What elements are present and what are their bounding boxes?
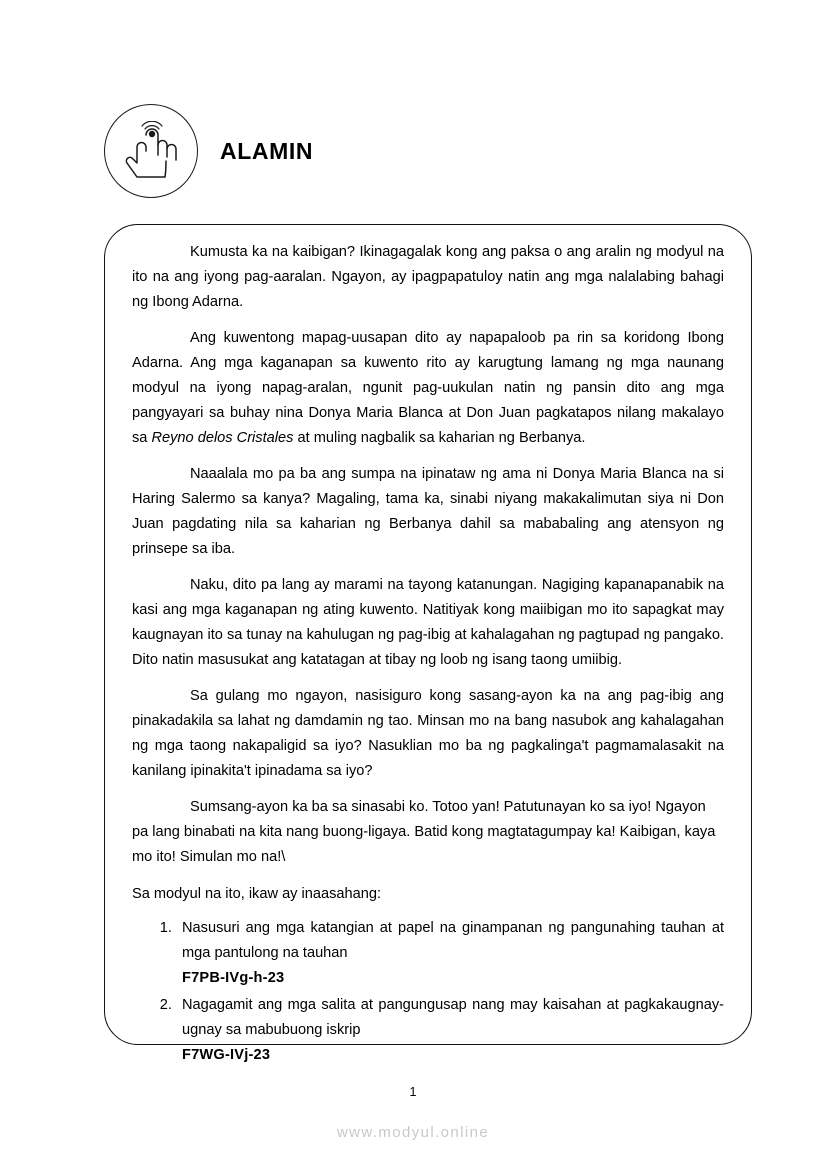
paragraph-2-part-b: at muling nagbalik sa kaharian ng Berbanya. — [293, 430, 586, 446]
paragraph-4: Naku, dito pa lang ay marami na tayong katanungan. Nagiging kapanapanabik na kasi ang mga kaganapan ng ating kuwento. Natitiyak kong maiibigan mo ito sapagkat may kaugnayan ito sa tunay na kahulugan ng pag-ibig at kahalagahan ng pagtupad ng pangako. Dito natin masusukat ang katatagan at tibay ng loob ng isang taong umiibig. — [132, 577, 724, 668]
objective-text: Nasusuri ang mga katangian at papel na ginampanan ng pangunahing tauhan at mga pantulong na tauhan — [182, 920, 724, 961]
paragraph-5: Sa gulang mo ngayon, nasisiguro kong sasang-ayon ka na ang pag-ibig ang pinakadakila sa lahat ng damdamin ng tao. Minsan mo na bang nasubok ang kahalagahan ng mga taong nakapaligid sa iyo? Nasuklian mo ba ng pagkalinga't pagmamalasakit na kanilang ipinakita't ipinadama sa iyo? — [132, 688, 724, 779]
objective-code: F7PB-IVg-h-23 — [182, 970, 285, 986]
page-number: 1 — [409, 1085, 417, 1099]
watermark: www.modyul.online — [336, 1124, 490, 1141]
paragraph-1: Kumusta ka na kaibigan? Ikinagagalak kong ang paksa o ang aralin ng modyul na ito na ang iyong pag-aaralan. Ngayon, ay ipagpapatuloy natin ang mga nalalabing bahagi ng Ibong Adarna. — [132, 244, 724, 310]
content-panel — [104, 224, 752, 1063]
objective-code: F7WG-IVj-23 — [182, 1047, 271, 1063]
paragraph-2 — [132, 326, 724, 451]
page-title: ALAMIN — [220, 137, 314, 164]
objectives-lead-in: Sa modyul na ito, ikaw ay inaasahang: — [132, 886, 382, 902]
italic-title: Reyno delos Cristales — [151, 430, 294, 446]
paragraph-6: Sumsang-ayon ka ba sa sinasabi ko. Totoo yan! Patutunayan ko sa iyo! Ngayon pa lang binabati na kita nang buong-ligaya. Batid kong magtatagumpay ka! Kaibigan, kaya mo ito! Simulan mo na!\ — [132, 799, 716, 865]
paragraph-2-part-a: Ang kuwentong mapag-uusapan dito ay napapaloob pa rin sa koridong Ibong Adarna. Ang mga kaganapan sa kuwento rito ay karugtung lamang ng mga naunang modyul na iyong napag-aralan, ngunit pag-uukulan natin ng pansin dito ang mga pangyayari sa buhay nina Donya Maria Blanca at Don Juan pagkatapos nilang makalayo sa — [132, 330, 724, 446]
content-body — [132, 240, 724, 1070]
objective-text: Nagagamit ang mga salita at pangungusap nang may kaisahan at pagkakaugnay-ugnay sa mabubuong iskrip — [182, 997, 724, 1038]
list-item — [176, 993, 724, 1068]
paragraph-3: Naaalala mo pa ba ang sumpa na ipinataw ng ama ni Donya Maria Blanca na si Haring Salermo sa kanya? Magaling, tama ka, sinabi niyang makakalimutan siya ni Don Juan pagdating nila sa kaharian ng Berbanya dahil sa mababaling ang atensyon ng prinsepe sa iba. — [132, 466, 724, 557]
section-header — [104, 103, 724, 199]
objectives-list — [132, 916, 724, 1068]
list-item — [176, 916, 724, 991]
hand-pointing-icon — [104, 104, 198, 198]
